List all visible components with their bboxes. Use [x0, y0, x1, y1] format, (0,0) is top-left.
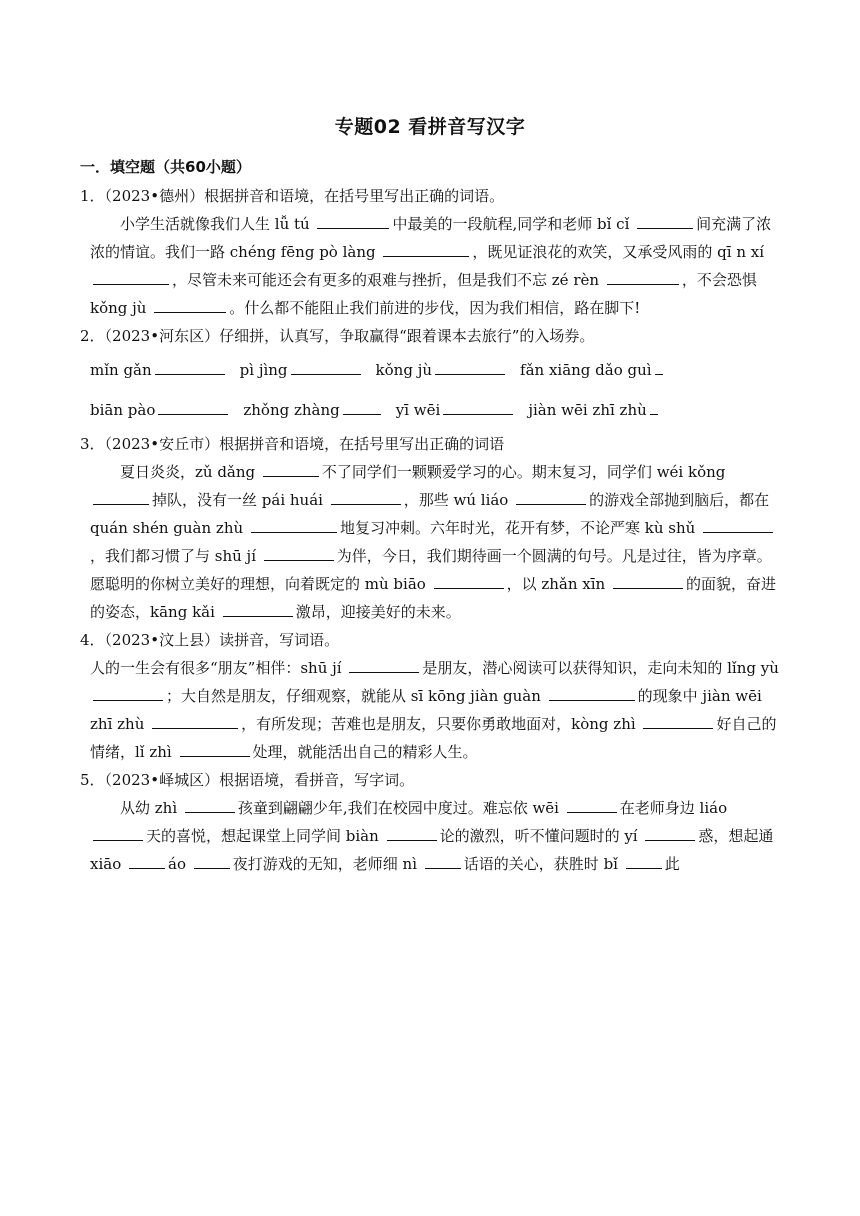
answer-blank[interactable]	[650, 398, 658, 415]
pinyin-text: áo	[168, 855, 186, 873]
answer-blank[interactable]	[152, 712, 238, 729]
answer-blank[interactable]	[383, 240, 469, 257]
pinyin-item: kǒng jù	[376, 356, 508, 384]
answer-blank[interactable]	[387, 824, 437, 841]
pinyin-text: 在老师身边 liáo	[619, 799, 728, 817]
question-5-head: 5．（2023•峄城区）根据语境，看拼音，写字词。	[80, 771, 415, 789]
pinyin-text: 间充满了浓浓的情谊。我们一路 chéng fēng pò làng	[90, 215, 772, 261]
pinyin-text: ，有所发现；苦难也是朋友，只要你勇敢地面对，kòng zhì	[241, 715, 636, 733]
question-4-head: 4．（2023•汶上县）读拼音，写词语。	[80, 631, 340, 649]
pinyin-text: 夜打游戏的无知，老师细 nì	[232, 855, 418, 873]
pinyin-text: ；大自然是朋友，仔细观察，就能从 sī kōng jiàn guàn	[166, 687, 541, 705]
answer-blank[interactable]	[549, 684, 635, 701]
answer-blank[interactable]	[154, 296, 226, 313]
pinyin-text: 激昂，迎接美好的未来。	[295, 603, 461, 621]
pinyin-text: ，以 zhǎn xīn	[506, 575, 606, 593]
question-1	[80, 182, 785, 322]
answer-blank[interactable]	[185, 796, 235, 813]
question-3-passage	[80, 458, 785, 626]
pinyin-item: pì jìng	[240, 356, 364, 384]
pinyin-text: 的现象中 jiàn wēi zhī zhù	[90, 687, 762, 733]
pinyin-item: mǐn gǎn	[90, 356, 228, 384]
answer-blank[interactable]	[626, 852, 662, 869]
question-list	[80, 182, 785, 878]
pinyin-item: biān pào	[90, 396, 231, 424]
question-4	[80, 626, 785, 766]
pinyin-text: 掉队，没有一丝 pái huái	[152, 491, 323, 509]
pinyin-text: 好自己的情绪，lǐ zhì	[90, 715, 777, 761]
pinyin-text: 夏日炎炎，zǔ dǎng	[120, 463, 256, 481]
answer-blank[interactable]	[343, 398, 381, 415]
pinyin-text: 。什么都不能阻止我们前进的步伐，因为我们相信，路在脚下!	[229, 299, 641, 317]
answer-blank[interactable]	[291, 358, 361, 375]
question-1-passage	[80, 210, 785, 322]
pinyin-text: 话语的关心，获胜时 bǐ	[463, 855, 618, 873]
answer-blank[interactable]	[155, 358, 225, 375]
question-5	[80, 766, 785, 878]
question-3	[80, 430, 785, 626]
pinyin-text: 论的激烈，听不懂问题时的 yí	[439, 827, 638, 845]
pinyin-item: zhǒng zhàng	[243, 396, 383, 424]
answer-blank[interactable]	[443, 398, 513, 415]
pinyin-text: 的游戏全部抛到脑后，都在 quán shén guàn zhù	[90, 491, 770, 537]
pinyin-text: 中最美的一段航程,同学和老师 bǐ cǐ	[392, 215, 630, 233]
answer-blank[interactable]	[93, 824, 143, 841]
pinyin-text: ，尽管未来可能还会有更多的艰难与挫折，但是我们不忘 zé rèn	[172, 271, 600, 289]
answer-blank[interactable]	[349, 656, 419, 673]
answer-blank[interactable]	[129, 852, 165, 869]
question-4-passage	[80, 654, 785, 766]
pinyin-text: 孩童到翩翩少年,我们在校园中度过。难忘依 wēi	[237, 799, 559, 817]
pinyin-text: 为伴，今日，我们期待画一个圆满的句号。凡是过往，皆为序章。愿聪明的你树立美好的理想，向着既定的 mù biāo	[90, 547, 772, 593]
answer-blank[interactable]	[223, 600, 293, 617]
answer-blank[interactable]	[317, 212, 389, 229]
pinyin-text: 此	[664, 855, 680, 873]
pinyin-text: 处理，就能活出自己的精彩人生。	[252, 743, 478, 761]
answer-blank[interactable]	[93, 488, 149, 505]
pinyin-text: 不了同学们一颗颗爱学习的心。期末复习，同学们 wéi kǒng	[321, 463, 726, 481]
answer-blank[interactable]	[264, 544, 334, 561]
pinyin-text: 惑，想起通 xiāo	[90, 827, 774, 873]
answer-blank[interactable]	[263, 460, 319, 477]
answer-blank[interactable]	[655, 358, 663, 375]
pinyin-text: 天的喜悦，想起课堂上同学间 biàn	[146, 827, 379, 845]
pinyin-item: jiàn wēi zhī zhù	[528, 396, 660, 424]
pinyin-text: ，既见证浪花的欢笑，又承受风雨的 qī n xí	[472, 243, 765, 261]
answer-blank[interactable]	[425, 852, 461, 869]
answer-blank[interactable]	[331, 488, 401, 505]
pinyin-text: ，那些 wú liáo	[403, 491, 509, 509]
pinyin-text: 的面貌，奋进的姿态，kāng kǎi	[90, 575, 776, 621]
pinyin-item: yī wēi	[396, 396, 517, 424]
pinyin-text: 人的一生会有很多“朋友”相伴：shū jí	[90, 659, 342, 677]
answer-blank[interactable]	[516, 488, 586, 505]
question-2-head: 2．（2023•河东区）仔细拼，认真写，争取赢得“跟着课本去旅行”的入场券。	[80, 327, 595, 345]
pinyin-item: fǎn xiāng dǎo guì	[520, 356, 666, 384]
pinyin-text: 是朋友，潜心阅读可以获得知识，走向未知的 lǐng yù	[422, 659, 779, 677]
answer-blank[interactable]	[643, 712, 713, 729]
question-5-passage	[80, 794, 785, 878]
question-2-row-2	[80, 396, 785, 424]
answer-blank[interactable]	[194, 852, 230, 869]
pinyin-text: ，我们都习惯了与 shū jí	[90, 547, 257, 565]
pinyin-text: ，不会恐惧 kǒng jù	[90, 271, 757, 317]
answer-blank[interactable]	[435, 358, 505, 375]
pinyin-text: 从幼 zhì	[120, 799, 178, 817]
answer-blank[interactable]	[434, 572, 504, 589]
question-2	[80, 322, 785, 424]
answer-blank[interactable]	[613, 572, 683, 589]
answer-blank[interactable]	[637, 212, 693, 229]
question-2-row-1	[80, 356, 785, 384]
answer-blank[interactable]	[180, 740, 250, 757]
question-3-head: 3．（2023•安丘市）根据拼音和语境，在括号里写出正确的词语	[80, 435, 505, 453]
answer-blank[interactable]	[93, 268, 169, 285]
answer-blank[interactable]	[607, 268, 679, 285]
question-1-head: 1．（2023•德州）根据拼音和语境，在括号里写出正确的词语。	[80, 187, 505, 205]
pinyin-text: 小学生活就像我们人生 lǚ tú	[120, 215, 310, 233]
answer-blank[interactable]	[645, 824, 695, 841]
answer-blank[interactable]	[93, 684, 163, 701]
answer-blank[interactable]	[158, 398, 228, 415]
answer-blank[interactable]	[567, 796, 617, 813]
answer-blank[interactable]	[251, 516, 337, 533]
answer-blank[interactable]	[703, 516, 773, 533]
document-title: 专题02 看拼音写汉字	[334, 116, 526, 138]
section-heading: 一．填空题（共60小题）	[80, 158, 251, 176]
pinyin-text: 地复习冲刺。六年时光，花开有梦，不论严寒 kù shǔ	[339, 519, 696, 537]
